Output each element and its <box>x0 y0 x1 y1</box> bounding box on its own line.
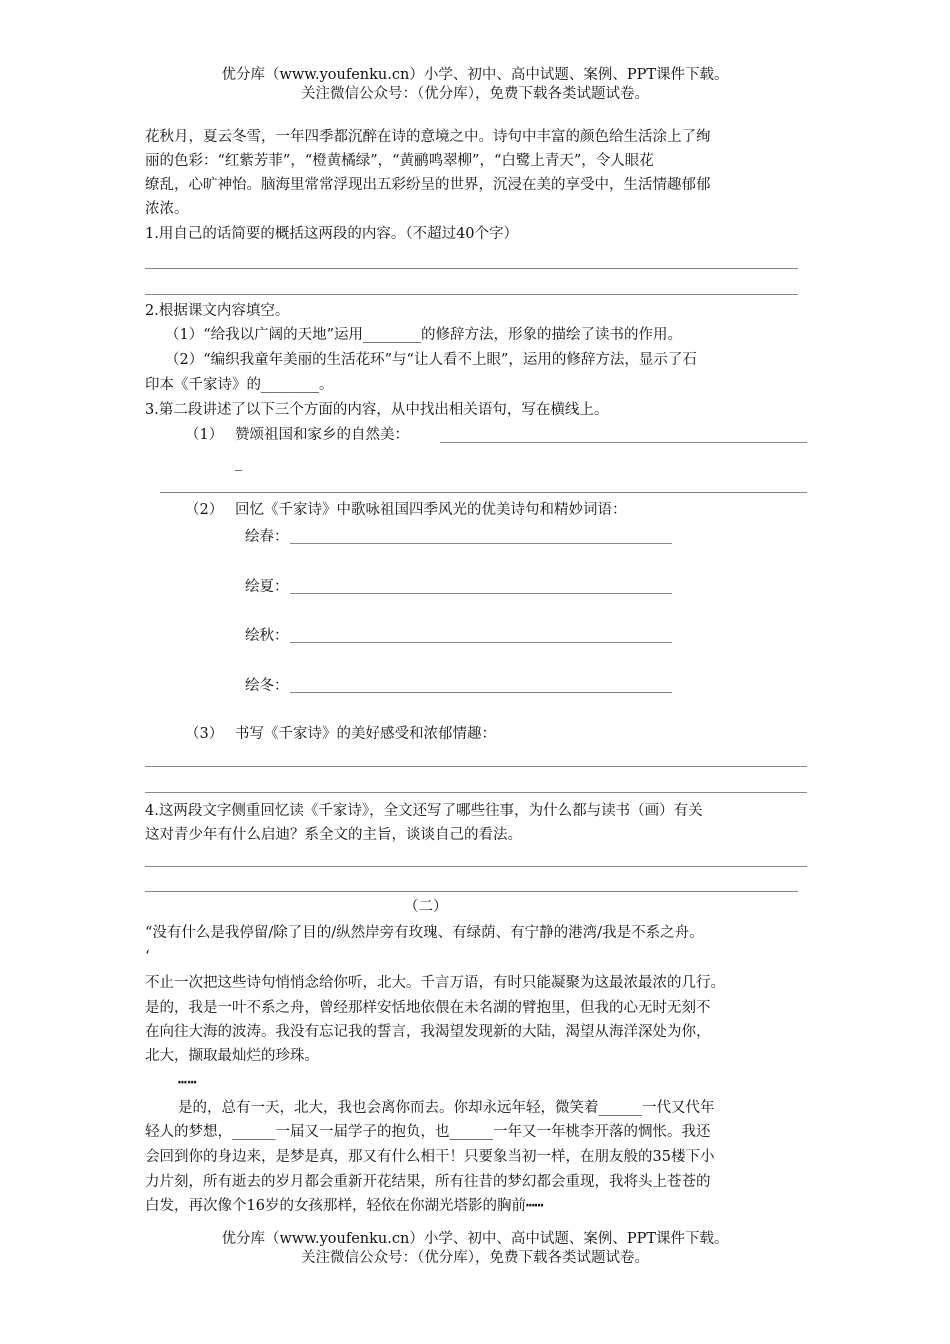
passage-line: 浓浓。 <box>145 201 189 217</box>
question-1: 1.用自己的话简要的概括这两段的内容。（不超过40个字） <box>145 226 519 242</box>
q3-item-3-number: （3） <box>185 726 224 742</box>
season-spring-label: 绘春： <box>245 529 289 545</box>
season-winter-label: 绘冬： <box>245 678 289 694</box>
paragraph-line: 白发，再次像个16岁的女孩那样，轻依在你湖光塔影的胸前┅┅ <box>145 1198 544 1214</box>
question-2-item-2: （2）“编织我童年美丽的生活花环”与“让人看不上眼”，运用的修辞方法，显示了石 <box>165 352 697 368</box>
ellipsis: ┅┅ <box>178 1074 198 1091</box>
paragraph-line: 轻人的梦想，______一届又一届学子的抱负，也______一年又一年桃李开落的惆怅。我还 <box>145 1124 711 1140</box>
answer-line[interactable] <box>145 294 798 295</box>
paragraph-line: 在向往大海的波涛。我没有忘记我的誓言，我渴望发现新的大陆，渴望从海洋深处为你， <box>145 1024 711 1040</box>
season-summer-label: 绘夏： <box>245 579 289 595</box>
answer-line[interactable] <box>440 442 807 443</box>
season-autumn-answer[interactable] <box>290 642 672 643</box>
season-summer-answer[interactable] <box>290 593 672 594</box>
q3-item-1-number: （1） <box>185 427 224 443</box>
passage-line: 花秋月，夏云冬雪，一年四季都沉醉在诗的意境之中。诗句中丰富的颜色给生活涂上了绚 <box>145 129 711 145</box>
section-2-heading: （二） <box>404 899 448 915</box>
header-line-2: 关注微信公众号：（优分库），免费下载各类试题试卷。 <box>301 86 649 102</box>
question-2-title: 2.根据课文内容填空。 <box>145 303 290 319</box>
question-4-line-2: 这对青少年有什么启迪？系全文的主旨，谈谈自己的看法。 <box>145 827 522 843</box>
season-winter-answer[interactable] <box>290 692 672 693</box>
season-autumn-label: 绘秋： <box>245 628 289 644</box>
footer-line-1: 优分库（www.youfenku.cn）小学、初中、高中试题、案例、PPT课件下载。 <box>221 1231 729 1247</box>
q3-item-3-text: 书写《千家诗》的美好感受和浓郁情趣： <box>235 726 496 742</box>
question-3-title: 3.第二段讲述了以下三个方面的内容，从中找出相关语句，写在横线上。 <box>145 402 609 418</box>
poem-quote: “没有什么是我停留/除了目的/纵然岸旁有玫瑰、有绿荫、有宁静的港湾/我是不系之舟。 <box>145 925 704 941</box>
paragraph-line: 会回到你的身边来，是梦是真，那又有什么相干！只要象当初一样，在朋友般的35楼下小 <box>145 1149 715 1165</box>
answer-line[interactable] <box>145 891 798 892</box>
question-4-line-1: 4.这两段文字侧重回忆读《千家诗》，全文还写了哪些往事，为什么都与读书（画）有关 <box>145 803 703 819</box>
question-2-item-2-cont: 印本《千家诗》的________。 <box>145 377 334 393</box>
question-2-item-1: （1）“给我以广阔的天地”运用________的修辞方法，形象的描绘了读书的作用。 <box>165 327 683 343</box>
passage-line: 丽的色彩：“红紫芳菲”，“橙黄橘绿”，“黄鹂鸣翠柳”，“白鹭上青天”，令人眼花 <box>145 153 654 169</box>
header-line-1: 优分库（www.youfenku.cn）小学、初中、高中试题、案例、PPT课件下载。 <box>221 67 729 83</box>
passage-line: 缭乱，心旷神怡。脑海里常常浮现出五彩纷呈的世界，沉浸在美的享受中，生活情趣郁郁 <box>145 177 711 193</box>
q3-item-1-mark: _ <box>235 455 243 471</box>
paragraph-line: 北大，撷取最灿烂的珍珠。 <box>145 1048 319 1064</box>
answer-line[interactable] <box>145 866 807 867</box>
answer-line[interactable] <box>145 268 798 269</box>
poem-quote-mark: ‘ <box>145 949 150 965</box>
answer-line[interactable] <box>160 492 807 493</box>
season-spring-answer[interactable] <box>290 543 672 544</box>
q3-item-2-text: 回忆《千家诗》中歌咏祖国四季风光的优美诗句和精妙词语： <box>235 502 627 518</box>
answer-line[interactable] <box>145 766 807 767</box>
q3-item-1-text: 赞颂祖国和家乡的自然美： <box>235 427 409 443</box>
paragraph-line: 不止一次把这些诗句悄悄念给你听，北大。千言万语，有时只能凝聚为这最浓最浓的几行。 <box>145 975 725 991</box>
answer-line[interactable] <box>145 792 807 793</box>
paragraph-line: 是的，总有一天，北大，我也会离你而去。你却永远年轻，微笑着______一代又代年 <box>178 1100 715 1116</box>
paragraph-line: 力片刻，所有逝去的岁月都会重新开花结果，所有往昔的梦幻都会重现，我将头上苍苍的 <box>145 1174 711 1190</box>
q3-item-2-number: （2） <box>185 502 224 518</box>
paragraph-line: 是的，我是一叶不系之舟，曾经那样安恬地依偎在未名湖的臂抱里，但我的心无时无刻不 <box>145 1000 711 1016</box>
footer-line-2: 关注微信公众号：（优分库），免费下载各类试题试卷。 <box>301 1250 649 1266</box>
